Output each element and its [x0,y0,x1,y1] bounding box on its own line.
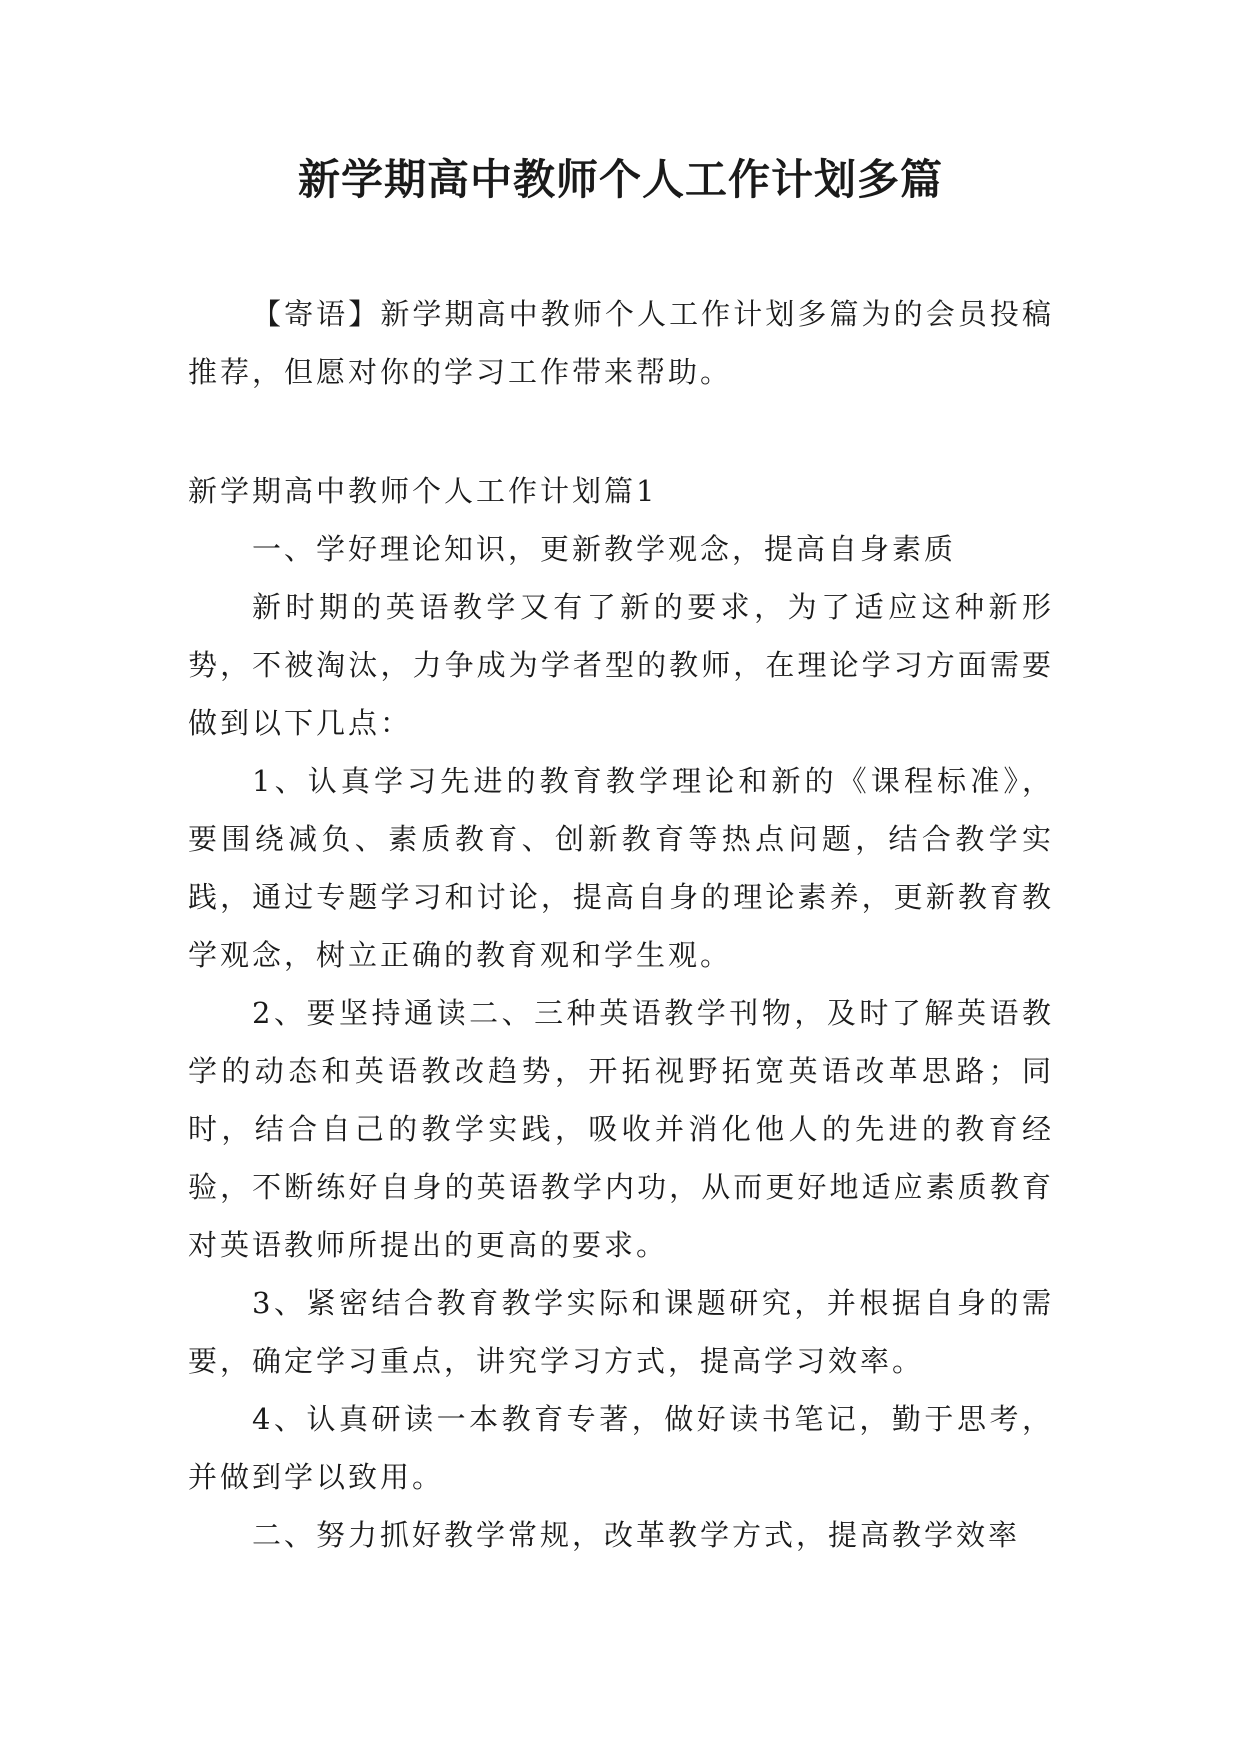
subheading-1: 一、学好理论知识，更新教学观念，提高自身素质 [252,532,957,566]
list-item-1: 1、认真学习先进的教育教学理论和新的《课程标准》，要围绕减负、素质教育、创新教育等热点问题，结合教学实践，通过专题学习和讨论，提高自身的理论素养，更新教育教学观念，树立正确的教育观和学生观。 [188,764,1054,972]
document-title: 新学期高中教师个人工作计划多篇 [297,155,943,204]
list-item-2: 2、要坚持通读二、三种英语教学刊物，及时了解英语教学的动态和英语教改趋势，开拓视野拓宽英语改革思路；同时，结合自己的教学实践，吸收并消化他人的先进的教育经验，不断练好自身的英语教学内功，从而更好地适应素质教育对英语教师所提出的更高的要求。 [188,996,1054,1262]
section-heading: 新学期高中教师个人工作计划篇1 [188,474,658,508]
subheading-2: 二、努力抓好教学常规，改革教学方式，提高教学效率 [252,1518,1021,1552]
list-item-4: 4、认真研读一本教育专著，做好读书笔记，勤于思考，并做到学以致用。 [188,1402,1054,1494]
list-item-3: 3、紧密结合教育教学实际和课题研究，并根据自身的需要，确定学习重点，讲究学习方式，提高学习效率。 [188,1286,1054,1378]
paragraph-1: 新时期的英语教学又有了新的要求，为了适应这种新形势，不被淘汰，力争成为学者型的教师，在理论学习方面需要做到以下几点： [188,590,1054,740]
intro-paragraph: 【寄语】新学期高中教师个人工作计划多篇为的会员投稿推荐，但愿对你的学习工作带来帮助。 [188,297,1054,389]
